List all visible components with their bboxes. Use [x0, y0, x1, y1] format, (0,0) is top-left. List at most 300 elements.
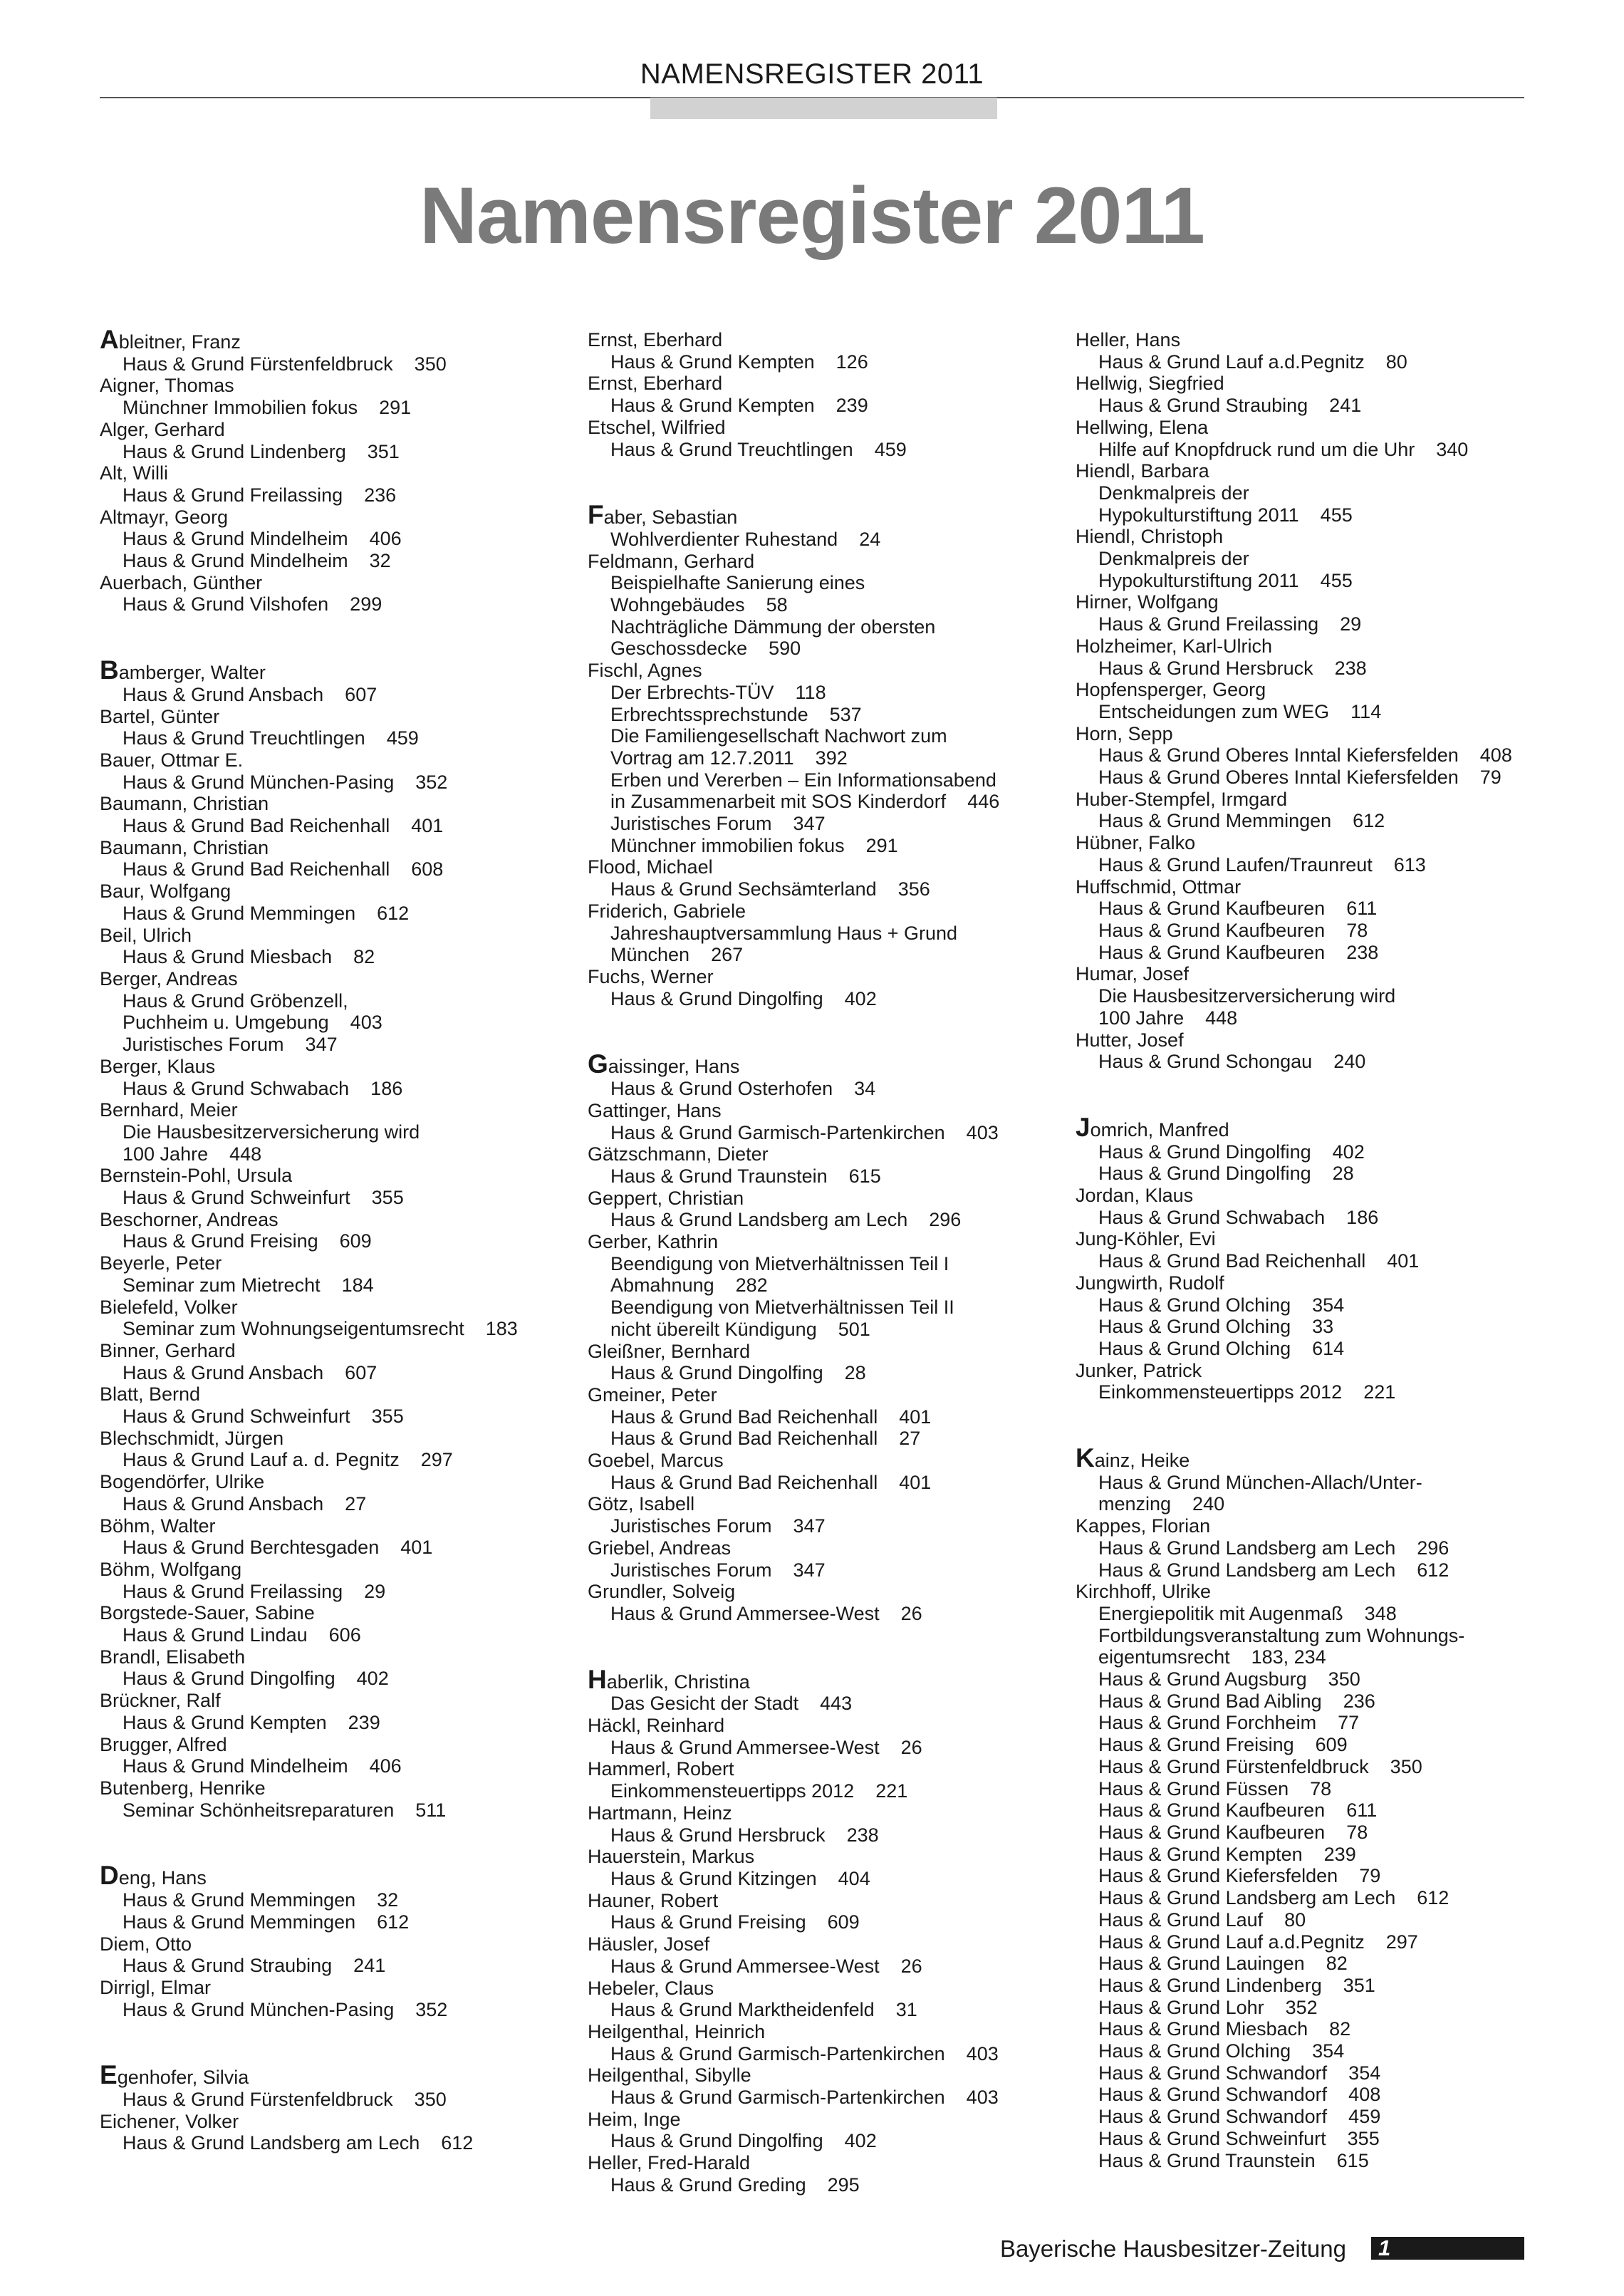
- entry-reference: Haus & Grund Kiefersfelden 79: [1098, 1865, 1381, 1887]
- index-entry: [1076, 635, 1560, 679]
- index-entry: [588, 1715, 1072, 1758]
- entry-reference: Das Gesicht der Stadt 443: [610, 1693, 853, 1715]
- entry-name: Faber, Sebastian: [588, 500, 738, 530]
- entry-reference: Hypokulturstiftung 2011 455: [1098, 504, 1353, 526]
- index-entry: [588, 373, 1072, 416]
- index-entry: [100, 1471, 584, 1515]
- entry-reference: Haus & Grund Landsberg am Lech 612: [1098, 1559, 1449, 1581]
- entry-reference: Hypokulturstiftung 2011 455: [1098, 569, 1353, 591]
- entry-reference: Haus & Grund Kaufbeuren 611: [1098, 898, 1378, 920]
- entry-reference: Haus & Grund Landsberg am Lech 612: [123, 2132, 474, 2154]
- entry-reference: Haus & Grund Straubing 241: [123, 1955, 386, 1977]
- entry-name: Goebel, Marcus: [588, 1450, 724, 1472]
- entry-name: Deng, Hans: [100, 1861, 207, 1891]
- entry-reference: Haus & Grund München-Allach/Unter-: [1098, 1471, 1422, 1493]
- section-gap: [588, 1625, 1072, 1669]
- entry-reference: Haus & Grund Schwabach 186: [123, 1077, 403, 1099]
- entry-name: Hirner, Wolfgang: [1076, 591, 1219, 613]
- entry-name: Jung-Köhler, Evi: [1076, 1228, 1216, 1250]
- index-entry: [588, 2064, 1072, 2108]
- section-gap: [1076, 1403, 1560, 1448]
- entry-name: Eichener, Volker: [100, 2110, 239, 2132]
- entry-reference: Haus & Grund Berchtesgaden 401: [123, 1537, 433, 1559]
- section-gap: [100, 615, 584, 660]
- entry-reference: Haus & Grund Fürstenfeldbruck 350: [1098, 1755, 1422, 1777]
- entry-name: Häusler, Josef: [588, 1933, 710, 1955]
- index-entry: [100, 1690, 584, 1733]
- index-column-1: [100, 325, 584, 2154]
- entry-reference: Haus & Grund Memmingen 612: [1098, 810, 1385, 832]
- index-entry: [588, 1933, 1072, 1977]
- entry-reference: Beendigung von Mietverhältnissen Teil I: [610, 1252, 949, 1274]
- index-entry: [588, 2152, 1072, 2196]
- entry-reference: Haus & Grund Ansbach 27: [123, 1492, 367, 1515]
- entry-name: Hiendl, Barbara: [1076, 460, 1209, 482]
- entry-reference: Haus & Grund Schwandorf 408: [1098, 2084, 1381, 2106]
- index-entry: [588, 1143, 1072, 1187]
- index-entry: [100, 1340, 584, 1383]
- entry-name: Alt, Willi: [100, 462, 168, 484]
- entry-name: Heller, Hans: [1076, 329, 1181, 350]
- index-entry: [588, 1493, 1072, 1537]
- index-entry: [588, 1758, 1072, 1802]
- entry-name: Gattinger, Hans: [588, 1099, 722, 1121]
- entry-reference: Haus & Grund Freising 609: [1098, 1734, 1348, 1756]
- entry-reference: Haus & Grund Bad Reichenhall 608: [123, 858, 444, 881]
- entry-reference: Haus & Grund München-Pasing 352: [123, 771, 448, 793]
- index-entry: [1076, 963, 1560, 1029]
- entry-name: Beyerle, Peter: [100, 1252, 222, 1274]
- entry-reference: Einkommensteuertipps 2012 221: [1098, 1381, 1396, 1403]
- entry-reference: Vortrag am 12.7.2011 392: [610, 747, 848, 769]
- index-entry: [100, 881, 584, 924]
- page-title: Namensregister 2011: [420, 171, 1204, 260]
- entry-reference: Haus & Grund Memmingen 612: [123, 1911, 410, 1933]
- entry-reference: Juristisches Forum 347: [610, 1559, 826, 1581]
- entry-reference: Haus & Grund Olching 33: [1098, 1316, 1334, 1338]
- entry-name: Hebeler, Claus: [588, 1977, 714, 1999]
- index-entry: [588, 1341, 1072, 1384]
- index-entry: [100, 1977, 584, 2020]
- entry-reference: Haus & Grund Dingolfing 402: [123, 1668, 389, 1690]
- entry-name: Bernstein-Pohl, Ursula: [100, 1165, 293, 1187]
- section-letter: B: [100, 655, 119, 685]
- entry-reference: Haus & Grund Kaufbeuren 78: [1098, 1822, 1368, 1843]
- entry-name: Binner, Gerhard: [100, 1339, 236, 1361]
- index-entry: [588, 1664, 1072, 1715]
- page-number-bar: [1371, 2237, 1524, 2260]
- entry-name: Böhm, Walter: [100, 1515, 216, 1537]
- entry-name: Alger, Gerhard: [100, 418, 225, 440]
- entry-name: Götz, Isabell: [588, 1493, 695, 1515]
- index-entry: [100, 2111, 584, 2154]
- index-entry: [588, 1049, 1072, 1100]
- index-entry: [588, 1188, 1072, 1231]
- entry-reference: Haus & Grund Schwandorf 354: [1098, 2062, 1381, 2084]
- index-entry: [1076, 591, 1560, 635]
- index-entry: [100, 419, 584, 462]
- entry-reference: Haus & Grund Traunstein 615: [610, 1165, 881, 1187]
- section-letter: G: [588, 1049, 608, 1079]
- index-entry: [1076, 373, 1560, 416]
- index-entry: [100, 837, 584, 881]
- index-entry: [100, 462, 584, 506]
- entry-reference: Haus & Grund Bad Aibling 236: [1098, 1690, 1375, 1712]
- entry-reference: Haus & Grund Mindelheim 32: [123, 550, 391, 572]
- entry-reference: Haus & Grund Straubing 241: [1098, 395, 1362, 417]
- entry-reference: Haus & Grund Mindelheim 406: [123, 1755, 402, 1777]
- entry-name: Beschorner, Andreas: [100, 1208, 279, 1230]
- entry-reference: Entscheidungen zum WEG 114: [1098, 700, 1382, 722]
- entry-reference: Haus & Grund Kaufbeuren 238: [1098, 941, 1379, 963]
- entry-reference: Haus & Grund Freising 609: [610, 1911, 860, 1933]
- index-entry: [1076, 1581, 1560, 2171]
- entry-reference: Haus & Grund Vilshofen 299: [123, 593, 382, 615]
- entry-reference: Haus & Grund Schwabach 186: [1098, 1206, 1379, 1228]
- entry-name: Aigner, Thomas: [100, 375, 234, 397]
- index-entry: [588, 329, 1072, 373]
- entry-reference: Denkmalpreis der: [1098, 548, 1249, 570]
- entry-reference: Haus & Grund Freilassing 29: [123, 1580, 386, 1602]
- entry-reference: Haus & Grund Dingolfing 402: [1098, 1141, 1365, 1163]
- entry-name: Horn, Sepp: [1076, 722, 1173, 744]
- entry-name: Butenberg, Henrike: [100, 1777, 266, 1799]
- entry-reference: Erben und Vererben – Ein Informationsabend: [610, 769, 996, 791]
- section-letter: D: [100, 1861, 119, 1891]
- section-letter: H: [588, 1664, 607, 1694]
- index-entry: [588, 660, 1072, 856]
- entry-name: Altmayr, Georg: [100, 506, 229, 528]
- index-entry: [1076, 526, 1560, 591]
- entry-name: Etschel, Wilfried: [588, 416, 726, 438]
- entry-reference: Einkommensteuertipps 2012 221: [610, 1780, 908, 1802]
- entry-reference: Haus & Grund Laufen/Traunreut 613: [1098, 853, 1426, 876]
- entry-name: Jungwirth, Rudolf: [1076, 1272, 1224, 1294]
- entry-reference: Haus & Grund Schwandorf 459: [1098, 2106, 1381, 2128]
- entry-reference: Nachträgliche Dämmung der obersten: [610, 615, 936, 638]
- index-entry: [588, 2109, 1072, 2152]
- section-letter: J: [1076, 1112, 1091, 1142]
- entry-name: Fuchs, Werner: [588, 965, 714, 987]
- entry-reference: Haus & Grund Olching 354: [1098, 2040, 1345, 2062]
- entry-name: Brückner, Ralf: [100, 1690, 221, 1712]
- page-number: 1: [1378, 2235, 1391, 2260]
- entry-name: Hammerl, Robert: [588, 1758, 734, 1780]
- entry-name: Kirchhoff, Ulrike: [1076, 1581, 1212, 1603]
- index-entry: [100, 1099, 584, 1165]
- section-gap: [100, 2020, 584, 2064]
- index-entry: [1076, 876, 1560, 964]
- entry-name: Jordan, Klaus: [1076, 1185, 1194, 1207]
- entry-reference: Abmahnung 282: [610, 1274, 768, 1297]
- entry-name: Bernhard, Meier: [100, 1099, 238, 1121]
- entry-name: Friderich, Gabriele: [588, 900, 746, 922]
- index-entry: [588, 966, 1072, 1009]
- entry-reference: Haus & Grund Miesbach 82: [1098, 2018, 1351, 2040]
- index-column-2: [588, 329, 1072, 2196]
- index-entry: [1076, 1228, 1560, 1272]
- entry-name: Hauerstein, Markus: [588, 1846, 755, 1868]
- index-entry: [1076, 679, 1560, 722]
- entry-reference: Münchner Immobilien fokus 291: [123, 397, 412, 419]
- entry-name: Junker, Patrick: [1076, 1359, 1202, 1381]
- entry-reference: Haus & Grund Bad Reichenhall 27: [610, 1428, 921, 1450]
- entry-reference: Haus & Grund Olching 354: [1098, 1294, 1345, 1316]
- index-entry: [588, 2021, 1072, 2064]
- entry-name: Brandl, Elisabeth: [100, 1646, 246, 1668]
- entry-reference: Haus & Grund Bad Reichenhall 401: [1098, 1250, 1420, 1272]
- entry-reference: Haus & Grund Garmisch-Partenkirchen 403: [610, 2042, 999, 2064]
- entry-reference: Geschossdecke 590: [610, 638, 801, 660]
- entry-reference: Haus & Grund Oberes Inntal Kiefersfelden 79: [1098, 767, 1501, 789]
- entry-reference: Haus & Grund Garmisch-Partenkirchen 403: [610, 1121, 999, 1143]
- index-entry: [588, 1384, 1072, 1450]
- entry-reference: Münchner immobilien fokus 291: [610, 834, 898, 856]
- entry-name: Berger, Andreas: [100, 967, 238, 989]
- entry-reference: Haus & Grund Hersbruck 238: [1098, 657, 1367, 679]
- index-entry: [100, 1383, 584, 1427]
- index-entry: [100, 507, 584, 572]
- entry-reference: nicht übereilt Kündigung 501: [610, 1318, 870, 1340]
- entry-name: Hiendl, Christoph: [1076, 526, 1224, 548]
- entry-reference: Haus & Grund Dingolfing 28: [610, 1362, 866, 1384]
- entry-reference: Haus & Grund Dingolfing 402: [610, 2130, 877, 2152]
- index-entry: [100, 749, 584, 793]
- entry-reference: Haus & Grund Bad Reichenhall 401: [610, 1471, 932, 1493]
- entry-reference: Haus & Grund Kempten 239: [123, 1711, 380, 1733]
- index-entry: [588, 1450, 1072, 1493]
- index-entry: [588, 856, 1072, 900]
- index-entry: [588, 1890, 1072, 1933]
- entry-reference: Haus & Grund Dingolfing 402: [610, 987, 877, 1009]
- index-entry: [1076, 329, 1560, 373]
- entry-reference: menzing 240: [1098, 1493, 1225, 1515]
- entry-reference: Haus & Grund Ansbach 607: [123, 683, 378, 705]
- entry-reference: Haus & Grund Traunstein 615: [1098, 2149, 1369, 2171]
- entry-name: Jomrich, Manfred: [1076, 1112, 1229, 1142]
- entry-reference: Erbrechtssprechstunde 537: [610, 703, 862, 725]
- index-entry: [1076, 1443, 1560, 1515]
- entry-reference: eigentumsrecht 183, 234: [1098, 1646, 1326, 1668]
- entry-reference: Haus & Grund Memmingen 32: [123, 1889, 399, 1911]
- entry-reference: München 267: [610, 944, 744, 966]
- entry-name: Holzheimer, Karl-Ulrich: [1076, 635, 1273, 657]
- entry-name: Heim, Inge: [588, 2108, 681, 2130]
- entry-reference: Haus & Grund Greding 295: [610, 2173, 860, 2196]
- entry-name: Hutter, Josef: [1076, 1029, 1184, 1051]
- index-entry: [1076, 789, 1560, 832]
- section-letter: A: [100, 325, 119, 354]
- entry-name: Kainz, Heike: [1076, 1443, 1190, 1473]
- entry-reference: Haus & Grund Lauingen 82: [1098, 1953, 1348, 1975]
- header-tab-marker: [650, 98, 997, 119]
- entry-name: Ableitner, Franz: [100, 325, 241, 354]
- index-entry: [100, 1515, 584, 1559]
- entry-reference: Haus & Grund Gröbenzell,: [123, 989, 348, 1012]
- entry-reference: Haus & Grund Lauf 80: [1098, 1908, 1306, 1931]
- entry-reference: Die Familiengesellschaft Nachwort zum: [610, 725, 947, 747]
- index-entry: [100, 2060, 584, 2111]
- entry-reference: Seminar Schönheitsreparaturen 511: [123, 1799, 447, 1821]
- entry-reference: Haus & Grund Garmisch-Partenkirchen 403: [610, 2087, 999, 2109]
- index-entry: [100, 968, 584, 1056]
- entry-name: Bamberger, Walter: [100, 655, 266, 685]
- index-entry: [588, 900, 1072, 966]
- entry-name: Heilgenthal, Heinrich: [588, 2020, 766, 2042]
- entry-reference: Haus & Grund Schweinfurt 355: [123, 1187, 404, 1209]
- entry-reference: 100 Jahre 448: [123, 1143, 262, 1165]
- index-entry: [100, 1933, 584, 1977]
- entry-name: Brugger, Alfred: [100, 1733, 227, 1755]
- entry-reference: Haus & Grund Kempten 239: [610, 395, 868, 417]
- index-entry: [1076, 460, 1560, 526]
- entry-reference: Haus & Grund Olching 614: [1098, 1337, 1345, 1359]
- entry-reference: Haus & Grund Treuchtlingen 459: [610, 438, 907, 460]
- index-entry: [100, 1165, 584, 1208]
- entry-name: Egenhofer, Silvia: [100, 2060, 249, 2090]
- entry-name: Böhm, Wolfgang: [100, 1558, 242, 1580]
- index-entry: [588, 417, 1072, 460]
- section-letter: F: [588, 500, 604, 530]
- index-entry: [1076, 1112, 1560, 1185]
- entry-name: Hartmann, Heinz: [588, 1802, 732, 1824]
- entry-reference: Haus & Grund Kempten 126: [610, 350, 868, 373]
- entry-reference: Hilfe auf Knopfdruck rund um die Uhr 340: [1098, 438, 1469, 460]
- index-entry: [588, 1100, 1072, 1143]
- entry-name: Bielefeld, Volker: [100, 1296, 238, 1318]
- entry-reference: Haus & Grund Lindau 606: [123, 1624, 361, 1646]
- index-entry: [100, 1209, 584, 1252]
- index-entry: [1076, 1515, 1560, 1581]
- entry-name: Flood, Michael: [588, 856, 713, 878]
- entry-reference: Haus & Grund Fürstenfeldbruck 350: [123, 2089, 447, 2111]
- entry-reference: Haus & Grund Schweinfurt 355: [123, 1406, 404, 1428]
- entry-reference: Haus & Grund Marktheidenfeld 31: [610, 1999, 917, 2021]
- index-entry: [1076, 1272, 1560, 1360]
- entry-name: Huffschmid, Ottmar: [1076, 876, 1242, 898]
- entry-name: Blechschmidt, Jürgen: [100, 1427, 284, 1449]
- entry-reference: Haus & Grund Freilassing 236: [123, 484, 397, 506]
- entry-reference: Haus & Grund Landsberg am Lech 296: [1098, 1537, 1449, 1559]
- section-gap: [1076, 1073, 1560, 1117]
- entry-reference: Haus & Grund Bad Reichenhall 401: [123, 815, 444, 837]
- entry-reference: Fortbildungsveranstaltung zum Wohnungs-: [1098, 1624, 1465, 1646]
- entry-reference: Haus & Grund Lohr 352: [1098, 1996, 1318, 2018]
- entry-reference: Haus & Grund Hersbruck 238: [610, 1824, 879, 1846]
- entry-name: Gleißner, Bernhard: [588, 1340, 751, 1362]
- index-entry: [588, 551, 1072, 660]
- index-entry: [588, 1978, 1072, 2021]
- index-entry: [100, 1056, 584, 1099]
- entry-reference: Juristisches Forum 347: [610, 1515, 826, 1537]
- entry-name: Geppert, Christian: [588, 1187, 744, 1209]
- index-entry: [100, 793, 584, 836]
- entry-reference: Haus & Grund Forchheim 77: [1098, 1712, 1360, 1734]
- entry-reference: Haus & Grund Lindenberg 351: [1098, 1974, 1375, 1996]
- entry-name: Hellwig, Siegfried: [1076, 373, 1224, 395]
- entry-reference: Seminar zum Mietrecht 184: [123, 1274, 374, 1296]
- entry-name: Haberlik, Christina: [588, 1664, 750, 1694]
- entry-name: Hübner, Falko: [1076, 832, 1196, 854]
- entry-reference: Haus & Grund Bad Reichenhall 401: [610, 1406, 932, 1428]
- index-entry: [588, 1846, 1072, 1889]
- entry-reference: Haus & Grund Oberes Inntal Kiefersfelden 408: [1098, 744, 1512, 767]
- entry-reference: Die Hausbesitzerversicherung wird: [123, 1121, 420, 1143]
- running-header: NAMENSREGISTER 2011: [640, 58, 984, 90]
- entry-reference: Haus & Grund München-Pasing 352: [123, 1998, 448, 2020]
- entry-reference: Haus & Grund Miesbach 82: [123, 946, 375, 968]
- entry-name: Baumann, Christian: [100, 793, 269, 815]
- entry-name: Baumann, Christian: [100, 836, 269, 858]
- entry-reference: Haus & Grund Freilassing 29: [1098, 613, 1362, 635]
- entry-reference: Der Erbrechts-TÜV 118: [610, 681, 826, 703]
- entry-reference: Wohlverdienter Ruhestand 24: [610, 528, 881, 550]
- index-entry: [100, 706, 584, 749]
- entry-name: Hellwing, Elena: [1076, 416, 1209, 438]
- entry-name: Borgstede-Sauer, Sabine: [100, 1602, 315, 1624]
- entry-reference: Beendigung von Mietverhältnissen Teil II: [610, 1297, 954, 1319]
- entry-reference: 100 Jahre 448: [1098, 1007, 1238, 1029]
- index-entry: [100, 1861, 584, 1933]
- entry-reference: Haus & Grund Dingolfing 28: [1098, 1163, 1354, 1185]
- entry-reference: Jahreshauptversammlung Haus + Grund: [610, 922, 958, 944]
- index-entry: [1076, 1185, 1560, 1228]
- index-entry: [1076, 417, 1560, 460]
- index-entry: [100, 572, 584, 615]
- entry-reference: Denkmalpreis der: [1098, 482, 1249, 504]
- index-entry: [588, 1802, 1072, 1846]
- entry-name: Bartel, Günter: [100, 705, 220, 727]
- entry-reference: Haus & Grund Kaufbeuren 611: [1098, 1799, 1378, 1822]
- entry-reference: Haus & Grund Kaufbeuren 78: [1098, 919, 1368, 941]
- entry-name: Griebel, Andreas: [588, 1537, 732, 1559]
- entry-reference: Haus & Grund Lindenberg 351: [123, 440, 400, 462]
- entry-reference: Energiepolitik mit Augenmaß 348: [1098, 1602, 1397, 1624]
- entry-reference: Haus & Grund Kitzingen 404: [610, 1868, 870, 1889]
- index-entry: [1076, 832, 1560, 876]
- entry-reference: Haus & Grund Ansbach 607: [123, 1361, 378, 1383]
- entry-name: Auerbach, Günther: [100, 571, 263, 593]
- index-entry: [100, 1602, 584, 1646]
- section-letter: K: [1076, 1443, 1095, 1473]
- index-entry: [588, 500, 1072, 550]
- entry-name: Heilgenthal, Sibylle: [588, 2064, 751, 2087]
- entry-reference: Haus & Grund Mindelheim 406: [123, 528, 402, 550]
- entry-reference: Haus & Grund Schweinfurt 355: [1098, 2127, 1380, 2149]
- entry-name: Ernst, Eberhard: [588, 329, 723, 350]
- entry-reference: Haus & Grund Landsberg am Lech 612: [1098, 1887, 1449, 1909]
- entry-name: Hauner, Robert: [588, 1889, 719, 1911]
- entry-name: Berger, Klaus: [100, 1055, 216, 1077]
- index-entry: [100, 325, 584, 375]
- index-entry: [1076, 1360, 1560, 1403]
- index-entry: [100, 655, 584, 705]
- section-letter: E: [100, 2060, 118, 2090]
- entry-reference: Seminar zum Wohnungseigentumsrecht 183: [123, 1318, 518, 1340]
- index-column-3: [1076, 329, 1560, 2171]
- entry-reference: Haus & Grund Lauf a.d.Pegnitz 297: [1098, 1931, 1418, 1953]
- index-entry: [100, 1646, 584, 1690]
- entry-name: Blatt, Bernd: [100, 1383, 201, 1406]
- entry-reference: Haus & Grund Füssen 78: [1098, 1777, 1332, 1799]
- entry-name: Gaissinger, Hans: [588, 1049, 740, 1079]
- section-gap: [588, 460, 1072, 504]
- entry-name: Gätzschmann, Dieter: [588, 1143, 769, 1165]
- entry-name: Hopfensperger, Georg: [1076, 679, 1266, 701]
- entry-name: Gerber, Kathrin: [588, 1231, 719, 1253]
- entry-reference: Haus & Grund Augsburg 350: [1098, 1668, 1360, 1690]
- entry-reference: Juristisches Forum 347: [610, 813, 826, 835]
